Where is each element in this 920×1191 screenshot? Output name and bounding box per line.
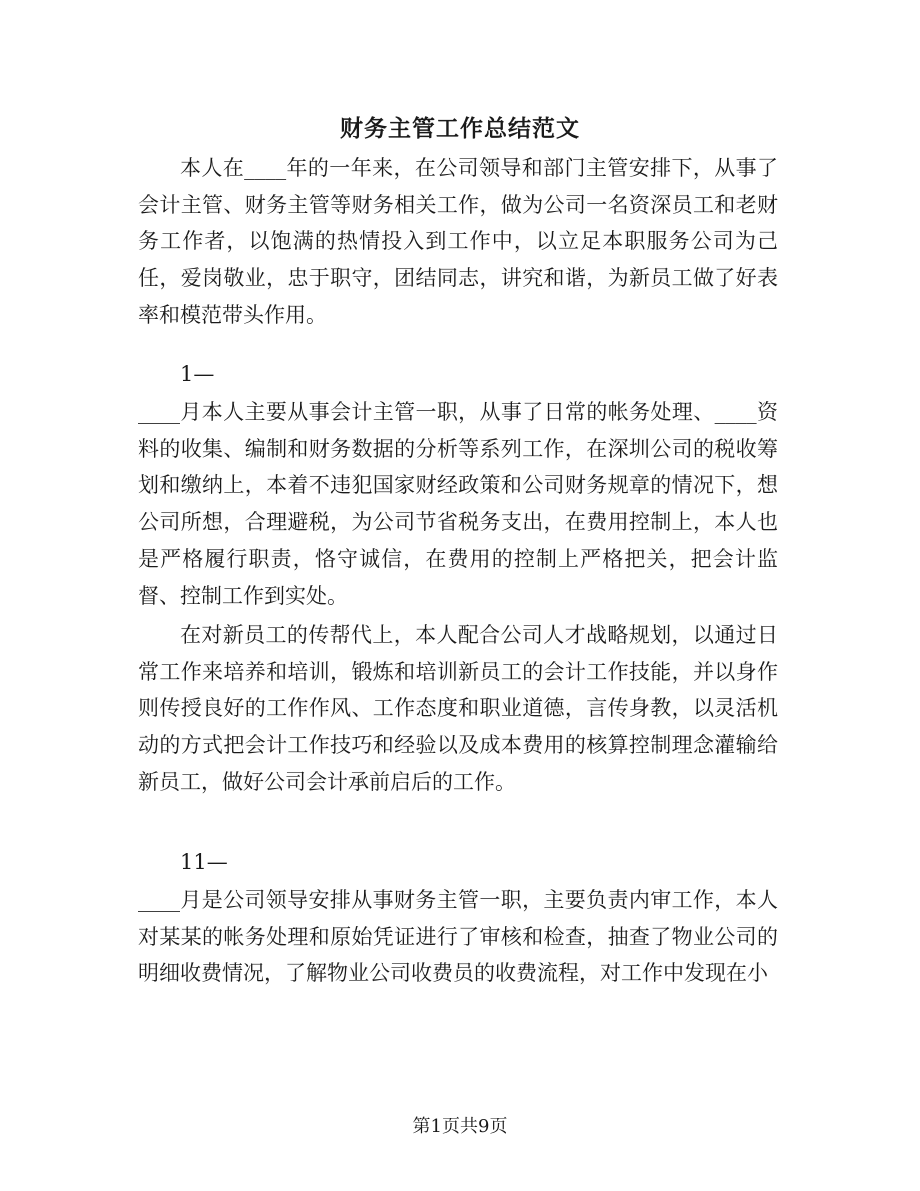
paragraph-section-1: ____月本人主要从事会计主管一职，从事了日常的帐务处理、____资料的收集、编制和财务数据的分析等系列工作，在深圳公司的税收筹划和缴纳上，本着不违犯国家财经政策和公司财务规章的情况下，想公司所想，合理避税，为公司节省税务支出，在费用控制上，本人也是严格履行职责，恪守诚信，在费用的控制上严格把关，把会计监督、控制工作到实处。 (138, 400, 778, 608)
section-marker-1: 1— (180, 362, 215, 386)
section-marker-11: 11— (180, 850, 228, 874)
paragraph-training: 在对新员工的传帮代上，本人配合公司人才战略规划，以通过日常工作来培养和培训，锻炼和培训新员工的会计工作技能，并以身作则传授良好的工作作风、工作态度和职业道德，言传身教，以灵活机动的方式把会计工作技巧和经验以及成本费用的核算控制理念灌输给新员工，做好公司会计承前启后的工作。 (138, 623, 778, 794)
document-title: 财务主管工作总结范文 (340, 115, 580, 142)
paragraph-intro: 本人在____年的一年来，在公司领导和部门主管安排下，从事了会计主管、财务主管等财务相关工作，做为公司一名资深员工和老财务工作者，以饱满的热情投入到工作中，以立足本职服务公司为己任，爱岗敬业，忠于职守，团结同志，讲究和谐，为新员工做了好表率和模范带头作用。 (138, 156, 778, 327)
paragraph-section-11: ____月是公司领导安排从事财务主管一职，主要负责内审工作，本人对某某的帐务处理和原始凭证进行了审核和检查，抽查了物业公司的明细收费情况，了解物业公司收费员的收费流程，对工作中发现在小 (138, 888, 778, 986)
page-footer: 第1页共9页 (412, 1116, 508, 1137)
